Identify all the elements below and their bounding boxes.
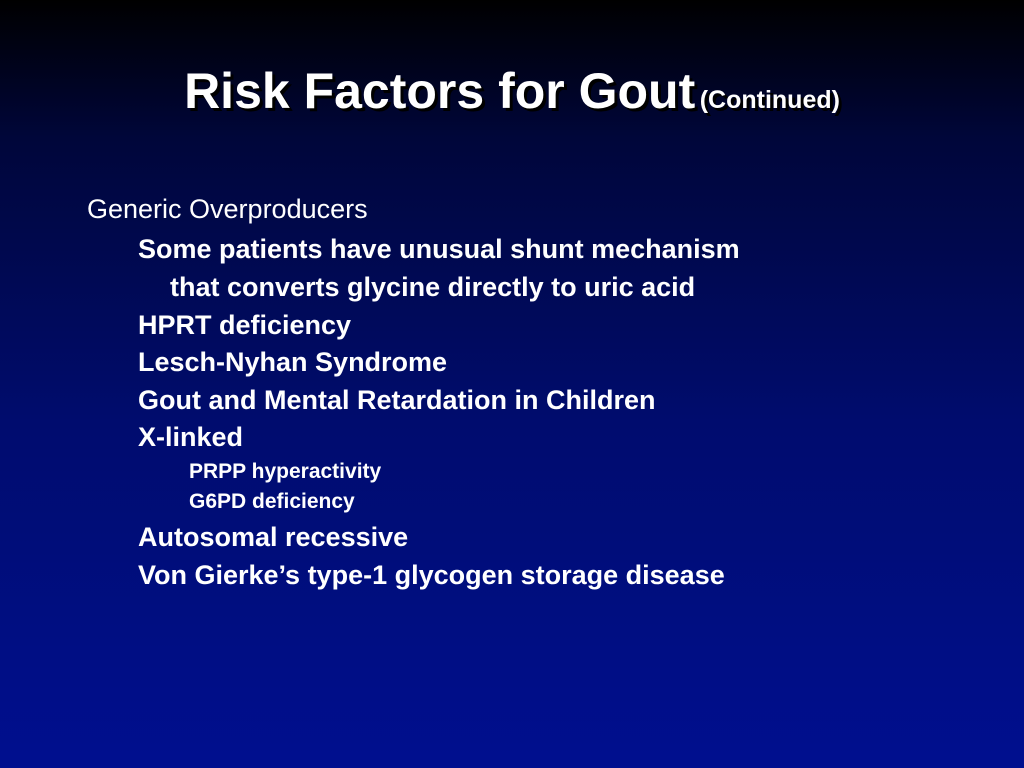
bullet-autosomal-recessive: Autosomal recessive (138, 522, 409, 552)
slide-title-main: Risk Factors for Gout (184, 63, 696, 119)
sub-bullet-g6pd: G6PD deficiency (189, 490, 355, 513)
bullet-shunt-mechanism: Some patients have unusual shunt mechanism (138, 234, 740, 264)
slide-title (0, 62, 1024, 120)
bullet-von-gierke: Von Gierke’s type-1 glycogen storage disease (138, 560, 725, 590)
bullet-gout-children: Gout and Mental Retardation in Children (138, 385, 656, 415)
bullet-shunt-mechanism-continued: that converts glycine directly to uric acid (170, 272, 696, 302)
bullet-hprt-deficiency: HPRT deficiency (138, 310, 352, 340)
sub-bullet-prpp: PRPP hyperactivity (189, 460, 382, 483)
section-heading: Generic Overproducers (87, 194, 368, 224)
bullet-x-linked: X-linked (138, 422, 244, 452)
slide-title-suffix: (Continued) (699, 86, 840, 114)
bullet-lesch-nyhan: Lesch-Nyhan Syndrome (138, 347, 448, 377)
